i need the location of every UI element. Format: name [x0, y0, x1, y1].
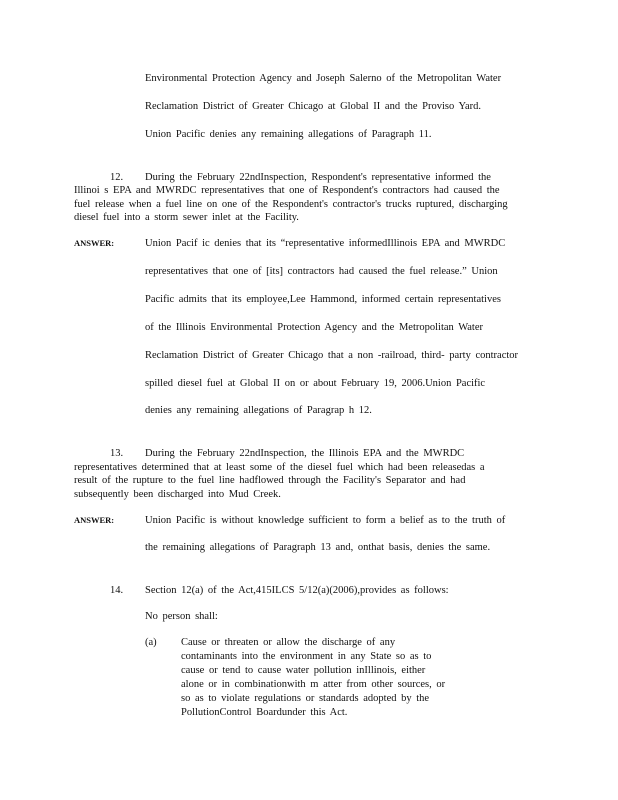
paragraph-12-line-4: diesel fuel into a storm sewer inlet at the Facility.: [74, 212, 299, 223]
paragraph-13-number: 13.: [110, 448, 124, 459]
paragraph-12-line-3: fuel release when a fuel line on one of the Respondent's contractor's trucks ruptured, discharging: [74, 199, 508, 210]
answer-13-label: ANSWER:: [74, 515, 115, 525]
answer-12-line-3: Pacific admits that its employee,Lee Hammond, informed certain representatives: [145, 294, 501, 305]
paragraph-12-number: 12.: [110, 172, 124, 183]
answer-12-line-6: spilled diesel fuel at Global II on or about February 19, 2006.Union Pacific: [145, 378, 486, 389]
paragraph-12-line-1: During the February 22ndInspection, Respondent's representative informed the: [145, 172, 491, 183]
paragraph-12-line-2: Illinoi s EPA and MWRDC representatives that one of Respondent's contractors had caused the: [74, 185, 500, 196]
item-a-line-5: so as to violate regulations or standards adopted by the: [181, 693, 430, 704]
continuation-line-1: Environmental Protection Agency and Joseph Salerno of the Metropolitan Water: [145, 73, 502, 84]
paragraph-13-line-1: During the February 22ndInspection, the Illinois EPA and the MWRDC: [145, 448, 465, 459]
no-person-shall: No person shall:: [145, 611, 218, 622]
item-a-label: (a): [145, 637, 157, 648]
paragraph-13-line-3: result of the rupture to the fuel line hadflowed through the Facility's Separator and had: [74, 475, 466, 486]
continuation-line-2: Reclamation District of Greater Chicago at Global II and the Proviso Yard.: [145, 101, 482, 112]
paragraph-14-number: 14.: [110, 585, 124, 596]
item-a-line-2: contaminants into the environment in any State so as to: [181, 651, 432, 662]
item-a-line-3: cause or tend to cause water pollution inIllinois, either: [181, 665, 426, 676]
answer-13-line-2: the remaining allegations of Paragraph 13 and, onthat basis, denies the same.: [145, 542, 491, 553]
continuation-line-3: Union Pacific denies any remaining allegations of Paragraph 11.: [145, 129, 432, 140]
answer-12-line-7: denies any remaining allegations of Paragrap h 12.: [145, 405, 372, 416]
answer-12-line-1: Union Pacif ic denies that its “representative informedIllinois EPA and MWRDC: [145, 238, 506, 249]
answer-12-line-2: representatives that one of [its] contractors had caused the fuel release.” Union: [145, 266, 498, 277]
item-a-line-6: PollutionControl Boardunder this Act.: [181, 707, 348, 718]
item-a-line-1: Cause or threaten or allow the discharge of any: [181, 637, 396, 648]
item-a-line-4: alone or in combinationwith m atter from other sources, or: [181, 679, 446, 690]
paragraph-13-line-4: subsequently been discharged into Mud Creek.: [74, 489, 281, 500]
paragraph-13-line-2: representatives determined that at least some of the diesel fuel which had been releasedas a: [74, 462, 485, 473]
answer-13-line-1: Union Pacific is without knowledge sufficient to form a belief as to the truth of: [145, 515, 506, 526]
answer-12-label: ANSWER:: [74, 238, 115, 248]
paragraph-14-intro: Section 12(a) of the Act,415ILCS 5/12(a)(2006),provides as follows:: [145, 585, 449, 596]
answer-12-line-5: Reclamation District of Greater Chicago that a non -railroad, third- party contractor: [145, 350, 519, 361]
answer-12-line-4: of the Illinois Environmental Protection Agency and the Metropolitan Water: [145, 322, 484, 333]
